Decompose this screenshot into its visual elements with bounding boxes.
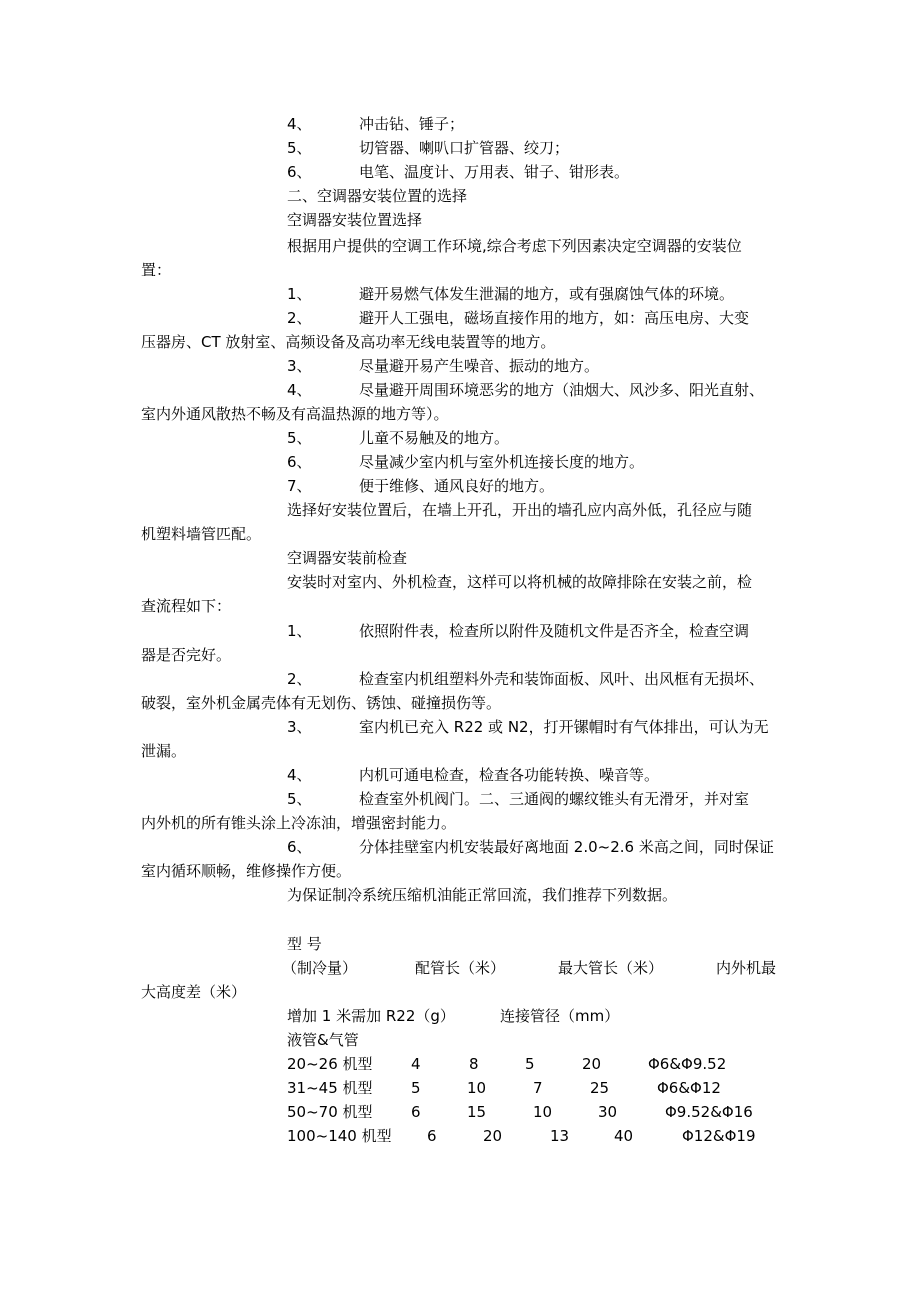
list-text: 切管器、喇叭口扩管器、绞刀； bbox=[359, 139, 570, 157]
table-cell-height: 5 bbox=[525, 1055, 535, 1073]
table-cell-r22: 20 bbox=[582, 1055, 602, 1073]
list-text-continued: 破裂，室外机金属壳体有无划伤、锈蚀、碰撞损伤等。 bbox=[141, 694, 502, 712]
list-text: 尽量减少室内机与室外机连接长度的地方。 bbox=[359, 453, 645, 471]
list-text: 避开人工强电，磁场直接作用的地方，如：高压电房、大变 bbox=[359, 309, 750, 327]
list-number: 5、 bbox=[287, 139, 312, 157]
section-subheading: 空调器安装位置选择 bbox=[287, 211, 423, 229]
list-text: 儿童不易触及的地方。 bbox=[359, 429, 510, 447]
list-text: 分体挂壁室内机安装最好离地面 2.0~2.6 米高之间，同时保证 bbox=[359, 838, 774, 856]
paragraph-line: 置： bbox=[141, 261, 172, 279]
list-text: 内机可通电检查，检查各功能转换、噪音等。 bbox=[359, 766, 660, 784]
paragraph-line: 选择好安装位置后，在墙上开孔，开出的墙孔应内高外低，孔径应与随 bbox=[287, 501, 753, 519]
list-number: 6、 bbox=[287, 163, 312, 181]
list-text-continued: 压器房、CT 放射室、高频设备及高功率无线电装置等的地方。 bbox=[141, 333, 556, 351]
list-number: 2、 bbox=[287, 309, 312, 327]
table-cell-pipe: 4 bbox=[411, 1055, 421, 1073]
list-text: 尽量避开周围环境恶劣的地方（油烟大、风沙多、阳光直射、 bbox=[359, 381, 765, 399]
table-cell-r22: 40 bbox=[614, 1127, 634, 1145]
list-text: 依照附件表，检查所以附件及随机文件是否齐全，检查空调 bbox=[359, 622, 750, 640]
paragraph-line: 根据用户提供的空调工作环境,综合考虑下列因素决定空调器的安装位 bbox=[287, 237, 742, 255]
table-cell-max: 20 bbox=[483, 1127, 503, 1145]
list-number: 7、 bbox=[287, 477, 312, 495]
list-number: 4、 bbox=[287, 381, 312, 399]
list-text: 便于维修、通风良好的地方。 bbox=[359, 477, 555, 495]
table-cell-diameter: Φ9.52&Φ16 bbox=[665, 1103, 753, 1121]
table-cell-pipe: 6 bbox=[427, 1127, 437, 1145]
list-text-continued: 室内外通风散热不畅及有高温热源的地方等）。 bbox=[141, 405, 449, 423]
table-cell-height: 13 bbox=[550, 1127, 570, 1145]
list-number: 3、 bbox=[287, 357, 312, 375]
list-text-continued: 室内循环顺畅，维修操作方便。 bbox=[141, 862, 352, 880]
list-text: 避开易燃气体发生泄漏的地方，或有强腐蚀气体的环境。 bbox=[359, 285, 735, 303]
list-text: 尽量避开易产生噪音、振动的地方。 bbox=[359, 357, 600, 375]
list-number: 5、 bbox=[287, 790, 312, 808]
table-header-height-diff-continued: 大高度差（米） bbox=[141, 983, 247, 1001]
list-text: 检查室外机阀门。二、三通阀的螺纹锥头有无滑牙，并对室 bbox=[359, 790, 750, 808]
table-cell-diameter: Φ6&Φ12 bbox=[657, 1079, 721, 1097]
table-cell-model: 100~140 机型 bbox=[287, 1127, 392, 1145]
paragraph-line: 安装时对室内、外机检查，这样可以将机械的故障排除在安装之前，检 bbox=[287, 573, 753, 591]
paragraph-line: 为保证制冷系统压缩机油能正常回流，我们推荐下列数据。 bbox=[287, 886, 678, 904]
list-number: 5、 bbox=[287, 429, 312, 447]
paragraph-line: 机塑料墙管匹配。 bbox=[141, 525, 262, 543]
list-text: 室内机已充入 R22 或 N2，打开镙帽时有气体排出，可认为无 bbox=[359, 718, 769, 736]
list-number: 3、 bbox=[287, 718, 312, 736]
list-text-continued: 内外机的所有锥头涂上冷冻油，增强密封能力。 bbox=[141, 814, 457, 832]
list-number: 4、 bbox=[287, 766, 312, 784]
table-cell-r22: 30 bbox=[598, 1103, 618, 1121]
table-cell-model: 31~45 机型 bbox=[287, 1079, 373, 1097]
list-number: 6、 bbox=[287, 453, 312, 471]
list-number: 4、 bbox=[287, 115, 312, 133]
table-cell-height: 10 bbox=[533, 1103, 553, 1121]
list-text-continued: 器是否完好。 bbox=[141, 646, 232, 664]
table-cell-model: 20~26 机型 bbox=[287, 1055, 373, 1073]
table-cell-max: 10 bbox=[467, 1079, 487, 1097]
table-header-max-length: 最大管长（米） bbox=[558, 959, 664, 977]
section-heading: 二、空调器安装位置的选择 bbox=[287, 187, 468, 205]
table-cell-max: 15 bbox=[467, 1103, 487, 1121]
list-number: 6、 bbox=[287, 838, 312, 856]
list-text-continued: 泄漏。 bbox=[141, 742, 187, 760]
table-cell-diameter: Φ6&Φ9.52 bbox=[648, 1055, 727, 1073]
table-header-liquid-gas: 液管&气管 bbox=[287, 1031, 359, 1049]
table-header-model: 型 号 bbox=[287, 935, 322, 953]
table-header-r22: 增加 1 米需加 R22（g） bbox=[287, 1007, 455, 1025]
table-header-diameter: 连接管径（mm） bbox=[500, 1007, 620, 1025]
list-text: 电笔、温度计、万用表、钳子、钳形表。 bbox=[359, 163, 630, 181]
table-cell-r22: 25 bbox=[590, 1079, 610, 1097]
table-cell-max: 8 bbox=[469, 1055, 479, 1073]
paragraph-line: 查流程如下： bbox=[141, 597, 232, 615]
table-cell-height: 7 bbox=[533, 1079, 543, 1097]
list-number: 1、 bbox=[287, 285, 312, 303]
table-cell-model: 50~70 机型 bbox=[287, 1103, 373, 1121]
table-header-cooling: （制冷量） bbox=[282, 959, 358, 977]
section-subheading: 空调器安装前检查 bbox=[287, 549, 408, 567]
list-text: 检查室内机组塑料外壳和装饰面板、风叶、出风框有无损坏、 bbox=[359, 670, 765, 688]
list-number: 1、 bbox=[287, 622, 312, 640]
table-cell-pipe: 6 bbox=[411, 1103, 421, 1121]
list-text: 冲击钻、锤子； bbox=[359, 115, 465, 133]
list-number: 2、 bbox=[287, 670, 312, 688]
table-cell-pipe: 5 bbox=[411, 1079, 421, 1097]
table-header-pipe-length: 配管长（米） bbox=[415, 959, 506, 977]
table-cell-diameter: Φ12&Φ19 bbox=[682, 1127, 756, 1145]
table-header-height-diff: 内外机最 bbox=[716, 959, 777, 977]
